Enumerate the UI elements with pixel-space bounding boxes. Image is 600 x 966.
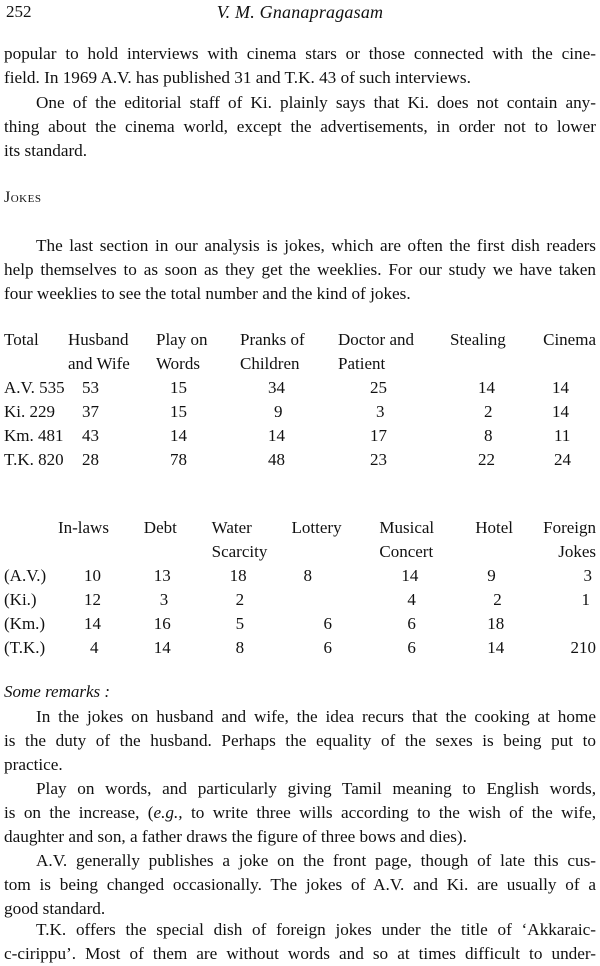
column-header: In-laws — [57, 518, 109, 537]
table-cell: T.K. 820 — [4, 450, 64, 469]
table-cell: 14 — [552, 402, 569, 421]
remarks-paragraph-3 — [4, 849, 596, 921]
table-cell: 210 — [570, 638, 596, 657]
column-header — [532, 352, 596, 376]
text-line: popular to hold interviews with cinema stars or those connected with the cine- — [4, 44, 596, 63]
table-cell: 14 — [268, 426, 285, 445]
table-header-row — [4, 352, 596, 376]
column-header: Patient — [338, 354, 386, 373]
text-line: help themselves to as soon as they get the weeklies. For our study we have taken — [4, 260, 596, 279]
text-line: In the jokes on husband and wife, the idea recurs that the cooking at home — [36, 707, 596, 726]
running-head: V. M. Gnanapragasam — [216, 2, 384, 22]
text-line: is the duty of the husband. Perhaps the equality of the sexes is being put to — [4, 731, 596, 750]
text-line: field. In 1969 A.V. has published 31 and T.K. 43 of such interviews. — [4, 68, 471, 87]
table-cell: 14 — [83, 614, 101, 633]
column-header: Scarcity — [211, 542, 268, 561]
table-cell: 8 — [235, 638, 245, 657]
column-header — [144, 540, 212, 564]
column-header — [292, 540, 380, 564]
table-cell: 3 — [583, 566, 592, 585]
column-header — [471, 540, 543, 564]
table-header-row — [4, 328, 596, 352]
table-cell: 78 — [170, 450, 187, 469]
table-cell: (T.K.) — [4, 638, 46, 657]
table-row — [4, 612, 596, 636]
text-line: T.K. offers the special dish of foreign jokes under the title of ‘Akkaraic- — [36, 920, 596, 939]
page-number: 252 — [6, 2, 32, 21]
remarks-paragraph-2 — [4, 777, 596, 849]
column-header: Concert — [379, 542, 434, 561]
column-header: Lottery — [291, 518, 342, 537]
table-cell: 9 — [274, 402, 283, 421]
table-cell: 13 — [153, 566, 171, 585]
table-cell: 43 — [82, 426, 99, 445]
table-cell: 5 — [235, 614, 245, 633]
text-line: c-cirippu’. Most of them are without words and so at times difficult to under- — [4, 944, 596, 963]
column-header: Stealing — [450, 330, 506, 349]
jokes-table-1 — [4, 328, 596, 472]
column-header: Musical — [379, 518, 435, 537]
table-cell: 15 — [170, 402, 187, 421]
text-line: tom is being changed occasionally. The jokes of A.V. and Ki. are usually of a — [4, 875, 596, 894]
table-cell: (A.V.) — [4, 566, 47, 585]
column-header: Jokes — [558, 542, 596, 561]
column-header — [450, 352, 532, 376]
table-cell: 14 — [478, 378, 495, 397]
table-cell: 17 — [370, 426, 387, 445]
text-line: four weeklies to see the total number and the kind of jokes. — [4, 284, 411, 303]
text-segment: to write three wills according to the wish of the wife, — [182, 803, 596, 822]
column-header: and Wife — [68, 354, 130, 373]
table-cell: 53 — [82, 378, 99, 397]
page-header — [4, 0, 596, 26]
intro-paragraph-1 — [4, 42, 596, 90]
table-cell: A.V. 535 — [4, 378, 65, 397]
column-header — [4, 540, 54, 564]
table-cell: Ki. 229 — [4, 402, 55, 421]
eg-abbreviation: e.g., — [153, 803, 183, 822]
text-line: its standard. — [4, 141, 88, 160]
table-cell: 22 — [478, 450, 495, 469]
table-cell: 18 — [487, 614, 505, 633]
table-cell: 18 — [229, 566, 247, 585]
table-cell: 6 — [407, 638, 416, 657]
table-cell: 6 — [407, 614, 416, 633]
table-cell: 14 — [153, 638, 171, 657]
table-cell: 16 — [153, 614, 171, 633]
text-line: daughter and son, a father draws the figure of three bows and dies). — [4, 827, 467, 846]
table-cell: 4 — [407, 590, 416, 609]
text-line: One of the editorial staff of Ki. plainly says that Ki. does not contain any- — [36, 93, 596, 112]
table-cell: 6 — [323, 638, 333, 657]
table-cell: 8 — [303, 566, 313, 585]
table-cell: 24 — [554, 450, 571, 469]
remarks-paragraph-4 — [4, 918, 596, 966]
table-cell: Km. 481 — [4, 426, 64, 445]
table-row — [4, 564, 596, 588]
table-cell: 23 — [370, 450, 387, 469]
table-cell: (Km.) — [4, 614, 46, 633]
column-header: Cinema — [543, 330, 596, 349]
column-header: Hotel — [475, 518, 513, 537]
table-cell: 48 — [268, 450, 285, 469]
table-cell: 3 — [159, 590, 169, 609]
table-cell: 1 — [581, 590, 590, 609]
column-header: Total — [4, 330, 39, 349]
table-cell: 25 — [370, 378, 387, 397]
section-paragraph — [4, 234, 596, 306]
intro-paragraph-2 — [4, 91, 596, 163]
column-header: Doctor and — [338, 330, 415, 349]
column-header: Pranks of — [240, 330, 305, 349]
table-cell: 2 — [493, 590, 502, 609]
table-cell: 11 — [554, 426, 571, 445]
text-line: Play on words, and particularly giving Tamil meaning to English words, — [36, 779, 596, 798]
column-header: Water — [211, 518, 252, 537]
table-cell: 14 — [487, 638, 505, 657]
table-cell: 37 — [82, 402, 99, 421]
table-cell: 10 — [83, 566, 101, 585]
table-cell — [292, 588, 380, 612]
table-cell: 15 — [170, 378, 187, 397]
table-cell: 12 — [83, 590, 101, 609]
remarks-paragraph-1 — [4, 705, 596, 777]
table-cell: 9 — [487, 566, 496, 585]
table-row — [4, 376, 596, 400]
table-row — [4, 448, 596, 472]
column-header — [4, 352, 68, 376]
table-row — [4, 588, 596, 612]
table-cell: 3 — [376, 402, 385, 421]
jokes-table-2 — [4, 516, 596, 660]
column-header — [4, 516, 54, 540]
table-cell: 4 — [89, 638, 99, 657]
column-header: Husband — [68, 330, 129, 349]
column-header — [54, 540, 144, 564]
section-heading: Jokes — [4, 189, 42, 206]
text-line: A.V. generally publishes a joke on the front page, though of late this cus- — [36, 851, 596, 870]
table-cell: 2 — [235, 590, 245, 609]
text-line: thing about the cinema world, except the advertisements, in order not to lower — [4, 117, 596, 136]
remarks-heading: Some remarks : — [4, 682, 111, 701]
table-cell: 14 — [401, 566, 419, 585]
table-cell: 14 — [170, 426, 187, 445]
column-header: Foreign — [543, 518, 596, 537]
table-row — [4, 636, 596, 660]
table-cell — [543, 612, 596, 636]
table-cell: 6 — [323, 614, 333, 633]
text-line — [4, 801, 596, 825]
table-cell: 34 — [268, 378, 285, 397]
column-header: Children — [240, 354, 300, 373]
text-line: The last section in our analysis is jokes, which are often the first dish readers — [36, 236, 596, 255]
table-row — [4, 400, 596, 424]
text-line: good standard. — [4, 899, 106, 918]
table-cell: 14 — [552, 378, 569, 397]
table-cell: (Ki.) — [4, 590, 37, 609]
table-cell: 2 — [484, 402, 493, 421]
table-cell: 8 — [484, 426, 493, 445]
table-row — [4, 424, 596, 448]
table-header-row — [4, 516, 596, 540]
column-header: Debt — [143, 518, 177, 537]
text-line: practice. — [4, 755, 63, 774]
column-header: Words — [156, 354, 200, 373]
text-segment: is on the increase, ( — [4, 803, 154, 822]
table-header-row — [4, 540, 596, 564]
column-header: Play on — [156, 330, 208, 349]
table-cell: 28 — [82, 450, 99, 469]
